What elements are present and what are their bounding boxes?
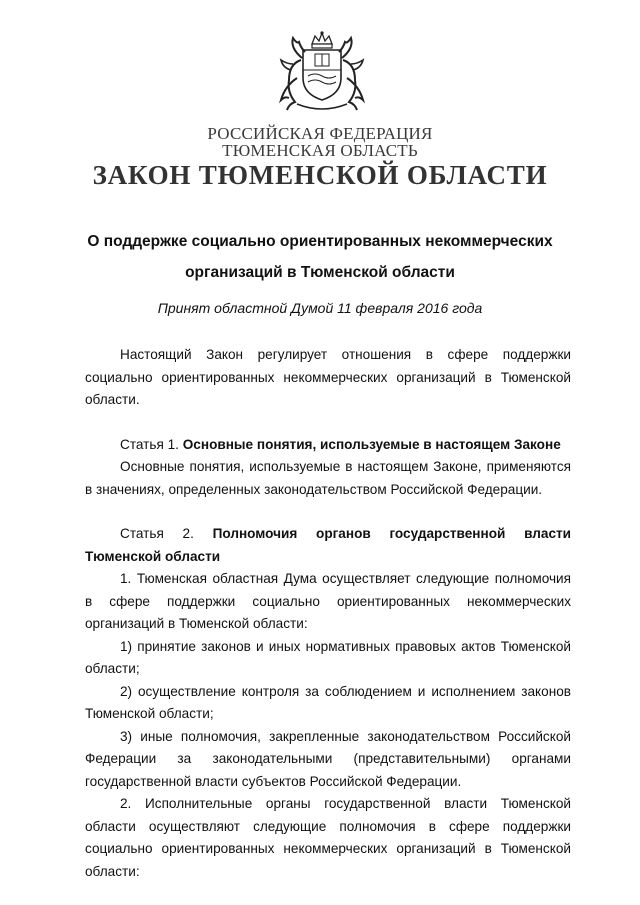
preamble-paragraph: Настоящий Закон регулирует отношения в сфере поддержки социально ориентированных некоммерческих организаций в Тюменской области.: [85, 347, 571, 407]
law-title-line-1: О поддержке социально ориентированных некоммерческих: [87, 233, 553, 250]
adoption-note: Принят областной Думой 11 февраля 2016 года: [157, 300, 483, 316]
article-2-paragraph-1: 1. Тюменская областная Дума осуществляет следующие полномочия в сфере поддержки социально ориентированных некоммерческих организаций в Тюменской области:: [85, 571, 571, 631]
article-2-heading: [85, 523, 571, 568]
article-2-item-2: 2) осуществление контроля за соблюдением и исполнением законов Тюменской области;: [85, 683, 571, 721]
article-2-paragraph-2: 2. Исполнительные органы государственной власти Тюменской области осуществляют следующие полномочия в сфере поддержки социально ориентированных некоммерческих организаций в Тюменской области:: [85, 796, 571, 879]
article-1-title: Основные понятия, используемые в настоящем Законе: [182, 436, 561, 452]
tyumen-coat-of-arms-emblem: [275, 30, 369, 114]
article-2-title: Полномочия органов государственной власти Тюменской области: [85, 526, 572, 564]
article-2-item-3: 3) иные полномочия, закрепленные законодательством Российской Федерации за законодательными (представительными) органами государственной власти субъектов Российской Федерации.: [85, 728, 571, 789]
law-title: [80, 226, 560, 288]
law-title-line-2: организаций в Тюменской области: [185, 264, 455, 281]
article-1-label: Статья 1.: [120, 436, 179, 452]
region-heading: ТЮМЕНСКАЯ ОБЛАСТЬ: [222, 141, 418, 160]
article-1-heading: [85, 434, 571, 457]
article-2-label: Статья 2.: [120, 526, 194, 541]
document-type-heading: ЗАКОН ТЮМЕНСКОЙ ОБЛАСТИ: [92, 160, 548, 190]
law-body: [85, 344, 571, 883]
article-1-text: Основные понятия, используемые в настоящем Законе, применяются в значениях, определенных законодательством Российской Федерации.: [85, 459, 571, 497]
article-2-item-1: 1) принятие законов и иных нормативных правовых актов Тюменской области;: [85, 638, 571, 676]
country-heading: РОССИЙСКАЯ ФЕДЕРАЦИЯ: [207, 124, 433, 143]
